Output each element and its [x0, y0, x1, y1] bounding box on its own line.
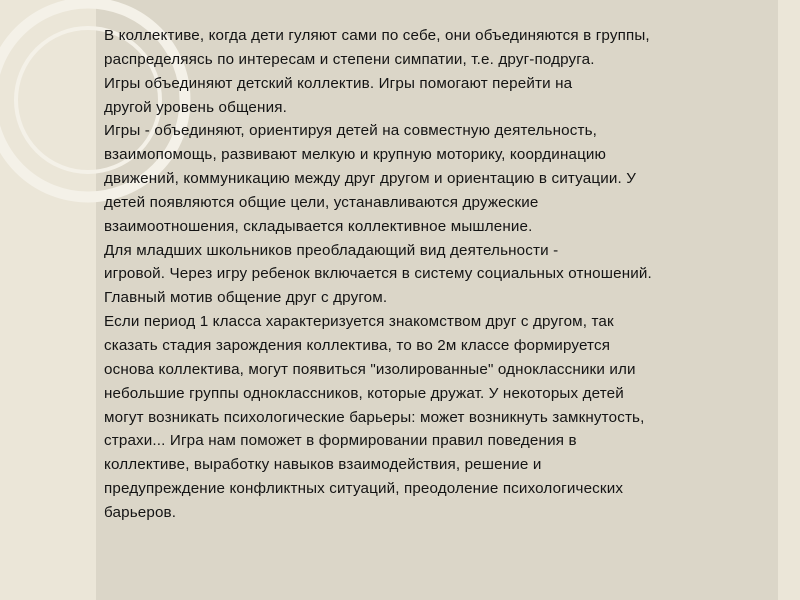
paragraph-4: Для младших школьников преобладающий вид деятельности - игровой. Через игру ребенок включается в систему социальных отношений. Главный мотив общение друг с другом. [104, 241, 652, 307]
paragraph-2: Игры объединяют детский коллектив. Игры помогают перейти на другой уровень общения. [104, 74, 573, 116]
right-decor-band [778, 0, 800, 600]
slide-text-body [104, 24, 764, 525]
left-decor-band [0, 0, 96, 600]
paragraph-1: В коллективе, когда дети гуляют сами по себе, они объединяются в группы, распределяясь по интересам и степени симпатии, т.е. друг-подруга. [104, 27, 650, 68]
paragraph-5: Если период 1 класса характеризуется знакомством друг с другом, так сказать стадия зарождения коллектива, то во 2м классе формируется основа коллектива, могут появиться "изолированные" одноклассники или небольшие группы одноклассников, которые дружат. У некоторых детей могут возникать психологические барьеры: может возникнуть замкнутость, страхи... Игра нам поможет в формировании правил поведения в коллективе, выработку навыков взаимодействия, решение и предупреждение конфликтных ситуаций, преодоление психологических барьеров. [104, 313, 645, 521]
paragraph-3: Игры - объединяют, ориентируя детей на совместную деятельность, взаимопомощь, развивают мелкую и крупную моторику, координацию движений, коммуникацию между друг другом и ориентацию в ситуации. У детей появляются общие цели, устанавливаются дружеские взаимоотношения, складывается коллективное мышление. [104, 122, 637, 235]
